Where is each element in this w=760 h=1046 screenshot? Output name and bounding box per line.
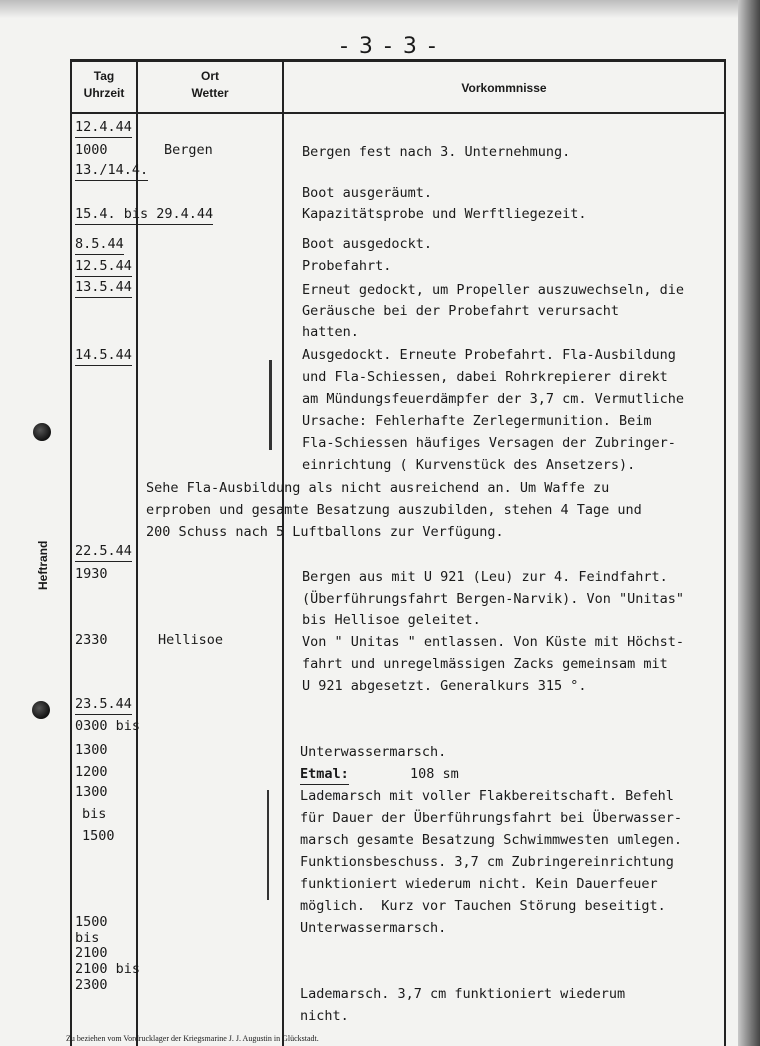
etmal-label: Etmal: — [300, 764, 349, 785]
header-tag: Tag — [93, 69, 115, 83]
log-line: und Fla-Schiessen, dabei Rohrkrepierer direkt — [302, 369, 668, 385]
time-entry: 1500 — [82, 828, 115, 844]
time-entry: 1000 — [75, 142, 108, 158]
date-entry: 13./14.4. — [75, 160, 148, 181]
log-line: Boot ausgedockt. — [302, 236, 433, 252]
time-entry: 0300 bis — [75, 718, 141, 734]
header-bottom-border — [70, 112, 726, 114]
date-entry: 12.5.44 — [75, 256, 132, 277]
log-line: Bergen fest nach 3. Unternehmung. — [302, 144, 571, 160]
log-line: für Dauer der Überführungsfahrt bei Überwasser- — [300, 810, 683, 826]
time-entry: 1930 — [75, 566, 108, 582]
page-edge — [738, 0, 760, 1046]
date-entry: 14.5.44 — [75, 345, 132, 366]
log-line: Unterwassermarsch. — [300, 920, 447, 936]
log-line: Bergen aus mit U 921 (Leu) zur 4. Feindfahrt. — [302, 569, 668, 585]
etmal-value: 108 sm — [410, 766, 459, 782]
log-line: Sehe Fla-Ausbildung als nicht ausreichend an. Um Waffe zu — [146, 480, 610, 496]
log-line: Kapazitätsprobe und Werftliegezeit. — [302, 206, 587, 222]
time-entry: 1300 — [75, 784, 108, 800]
log-line: (Überführungsfahrt Bergen-Narvik). Von "Unitas" — [302, 591, 685, 607]
log-line: 200 Schuss nach 5 Luftballons zur Verfügung. — [146, 524, 504, 540]
log-line: Geräusche bei der Probefahrt verursacht — [302, 303, 619, 319]
scan-shadow — [0, 0, 760, 18]
log-line: Lademarsch mit voller Flakbereitschaft. Befehl — [300, 788, 674, 804]
time-entry: 1500 — [75, 914, 108, 930]
place-entry: Hellisoe — [158, 632, 224, 648]
date-entry: 12.4.44 — [75, 117, 132, 138]
punch-hole-icon — [33, 423, 51, 441]
time-entry: 2330 — [75, 632, 108, 648]
time-entry: 2100 — [75, 945, 108, 961]
time-entry: 2100 bis — [75, 961, 141, 977]
log-line: U 921 abgesetzt. Generalkurs 315 °. — [302, 678, 587, 694]
log-line: marsch gesamte Besatzung Schwimmwesten umlegen. — [300, 832, 683, 848]
log-line: bis Hellisoe geleitet. — [302, 612, 481, 628]
date-entry: 23.5.44 — [75, 694, 132, 715]
header-wetter: Wetter — [191, 86, 229, 100]
log-line: einrichtung ( Kurvenstück des Ansetzers). — [302, 457, 636, 473]
table-top-border — [70, 59, 726, 62]
log-line: Erneut gedockt, um Propeller auszuwechseln, die — [302, 282, 685, 298]
log-line: nicht. — [300, 1008, 349, 1024]
header-vorkommnisse: Vorkommnisse — [461, 81, 547, 95]
date-entry: 13.5.44 — [75, 277, 132, 298]
footer-note: Zu beziehen vom Vordrucklager der Kriegsmarine J. J. Augustin in Glückstadt. — [66, 1034, 319, 1043]
log-line: Probefahrt. — [302, 258, 392, 274]
punch-hole-icon — [32, 701, 50, 719]
log-line: am Mündungsfeuerdämpfer der 3,7 cm. Vermutliche — [302, 391, 685, 407]
ink-mark — [269, 360, 272, 450]
time-entry: 2300 — [75, 977, 108, 993]
table-left-border — [70, 59, 72, 1046]
place-entry: Bergen — [164, 142, 213, 158]
log-line: funktioniert wiederum nicht. Kein Dauerfeuer — [300, 876, 658, 892]
log-line: hatten. — [302, 324, 359, 340]
header-ort: Ort — [201, 69, 219, 83]
page-number: - 3 - 3 - — [340, 34, 438, 59]
log-line: Fla-Schiessen häufiges Versagen der Zubringer- — [302, 435, 676, 451]
log-line: Unterwassermarsch. — [300, 744, 447, 760]
date-entry: 8.5.44 — [75, 234, 124, 255]
table-right-border — [724, 59, 726, 1046]
log-line: Ursache: Fehlerhafte Zerlegermunition. Beim — [302, 413, 652, 429]
date-entry: 15.4. bis 29.4.44 — [75, 204, 213, 225]
time-entry: 1300 — [75, 742, 108, 758]
column-divider-2 — [282, 59, 284, 1046]
time-entry: 1200 — [75, 764, 108, 780]
log-line: fahrt und unregelmässigen Zacks gemeinsam mit — [302, 656, 668, 672]
time-entry: bis — [75, 930, 100, 946]
margin-label: Heftrand — [36, 540, 50, 590]
log-line: Funktionsbeschuss. 3,7 cm Zubringereinrichtung — [300, 854, 674, 870]
log-line: Ausgedockt. Erneute Probefahrt. Fla-Ausbildung — [302, 347, 676, 363]
log-line: Lademarsch. 3,7 cm funktioniert wiederum — [300, 986, 626, 1002]
time-entry: bis — [82, 806, 107, 822]
log-line: erproben und gesamte Besatzung auszubilden, stehen 4 Tage und — [146, 502, 642, 518]
date-entry: 22.5.44 — [75, 541, 132, 562]
log-line: Boot ausgeräumt. — [302, 185, 433, 201]
header-ort-wetter — [138, 68, 282, 102]
header-tag-uhrzeit — [72, 68, 136, 102]
ink-mark — [267, 790, 269, 900]
header-uhrzeit: Uhrzeit — [83, 86, 125, 100]
log-line: Von " Unitas " entlassen. Von Küste mit Höchst- — [302, 634, 685, 650]
log-line: möglich. Kurz vor Tauchen Störung beseitigt. — [300, 898, 666, 914]
